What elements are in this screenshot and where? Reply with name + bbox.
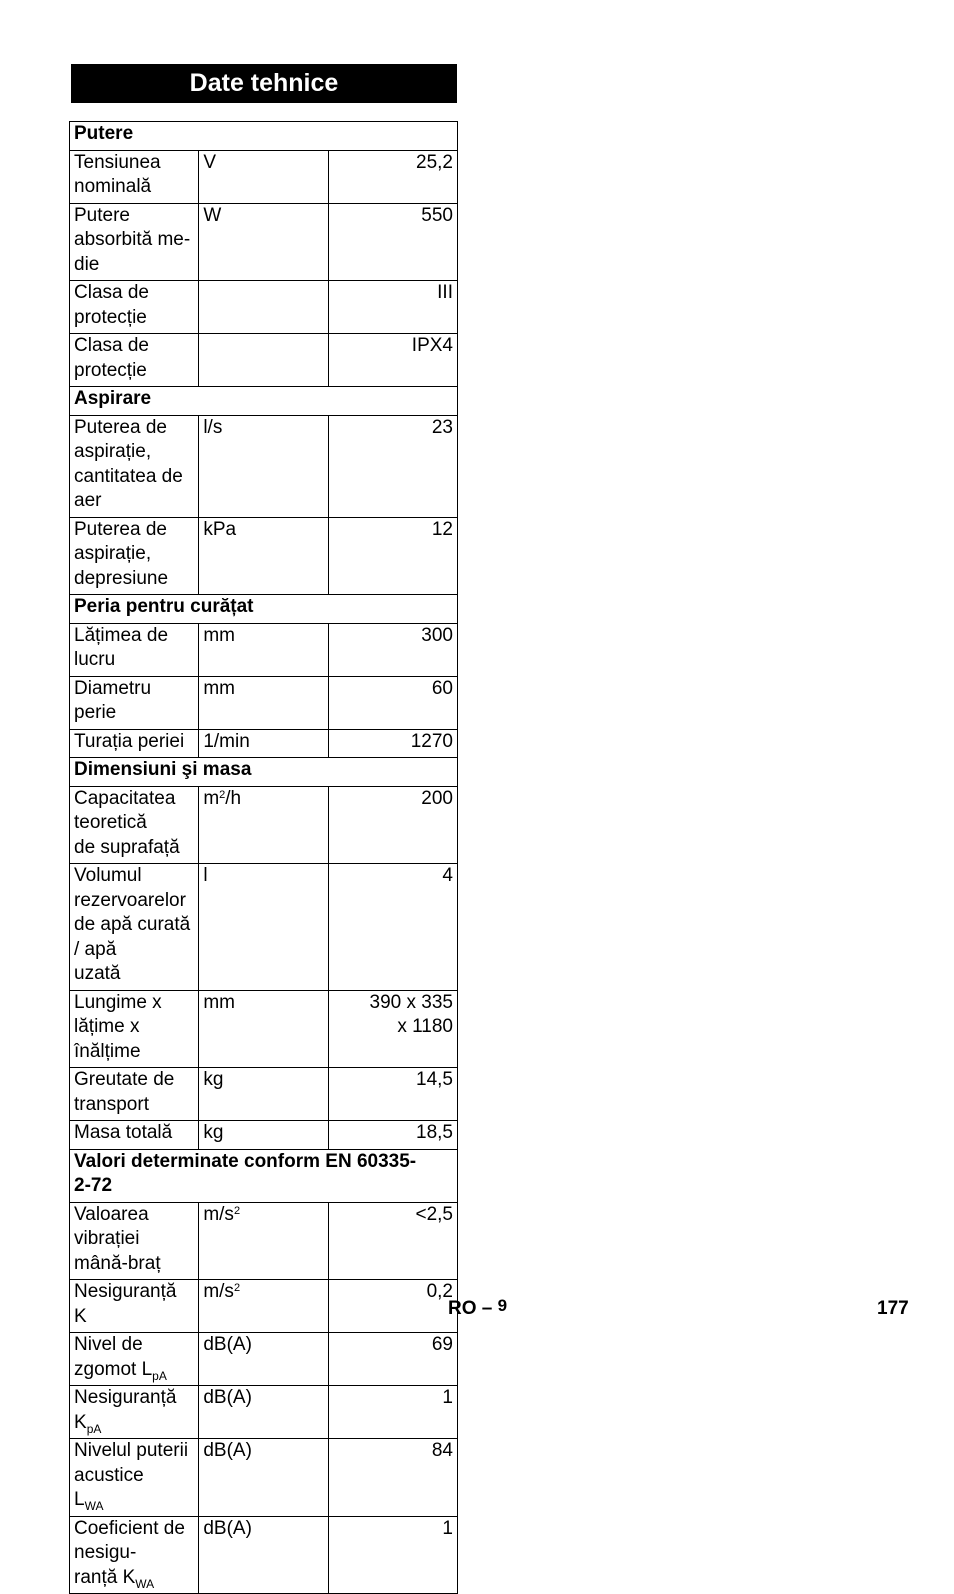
value-cell	[328, 864, 457, 991]
value-label: 18,5	[416, 1122, 453, 1143]
section-heading: Peria pentru curățat	[70, 595, 458, 624]
table-row	[70, 281, 458, 334]
unit-cell	[199, 1333, 328, 1386]
value-cell	[328, 1121, 457, 1150]
section-header-row	[70, 387, 458, 416]
value-label: 1	[442, 1517, 453, 1539]
parameter-label: Coeficient de nesigu- ranță K	[74, 1517, 185, 1588]
parameter-label: Greutate de transport	[74, 1069, 175, 1115]
unit-label: V	[203, 151, 217, 173]
unit-cell	[199, 786, 328, 864]
unit-label: m	[203, 787, 220, 809]
parameter-label: Putere absorbită me- die	[74, 204, 191, 275]
value-cell	[328, 1202, 457, 1280]
parameter-label: Turația periei	[74, 730, 185, 752]
parameter-cell	[70, 623, 199, 676]
unit-cell	[199, 1121, 328, 1150]
parameter-label: Nesiguranță K	[74, 1281, 177, 1327]
unit-superscript: 2	[233, 1204, 241, 1217]
parameter-cell	[70, 1439, 199, 1517]
value-cell	[328, 1068, 457, 1121]
unit-cell	[199, 1386, 328, 1439]
parameter-label: Nivel de zgomot L	[74, 1334, 153, 1380]
value-label: 300	[421, 624, 453, 646]
value-cell	[328, 203, 457, 281]
footer-page-number: 177	[877, 1298, 909, 1319]
parameter-cell	[70, 1068, 199, 1121]
value-label: 4	[442, 865, 453, 886]
unit-superscript: 2	[219, 788, 226, 801]
parameter-label: Capacitatea teoretică de suprafață	[74, 787, 180, 858]
unit-label: mm	[203, 991, 235, 1013]
parameter-cell	[70, 1280, 199, 1333]
table-row	[70, 1516, 458, 1594]
unit-cell	[199, 1516, 328, 1594]
table-row	[70, 334, 458, 387]
value-cell	[328, 517, 457, 595]
parameter-cell	[70, 864, 199, 991]
parameter-label: Puterea de aspirație, cantitatea de aer	[74, 416, 183, 511]
table-row	[70, 1280, 458, 1333]
unit-cell	[199, 623, 328, 676]
value-cell	[328, 334, 457, 387]
parameter-label: Clasa de protecție	[74, 282, 149, 328]
parameter-label: Nesiguranță K	[74, 1387, 177, 1433]
technical-data-table	[69, 121, 458, 1594]
unit-cell	[199, 281, 328, 334]
table-row	[70, 864, 458, 991]
unit-label: l/s	[203, 416, 223, 438]
value-label: 0,2	[426, 1281, 453, 1302]
unit-cell	[199, 676, 328, 729]
section-heading: Putere	[70, 122, 458, 151]
unit-label: kg	[203, 1069, 224, 1090]
parameter-label: Valoarea vibrației mână-braț	[74, 1203, 161, 1274]
table-row	[70, 1121, 458, 1150]
page-title: Date tehnice	[71, 64, 457, 103]
unit-label: l	[203, 865, 208, 886]
table-row	[70, 1439, 458, 1517]
parameter-cell	[70, 1121, 199, 1150]
value-cell	[328, 1333, 457, 1386]
unit-cell	[199, 1202, 328, 1280]
section-header-row	[70, 1149, 458, 1202]
value-label: 25,2	[416, 151, 453, 173]
value-cell	[328, 729, 457, 758]
value-label: 390 x 335 x 1180	[369, 991, 453, 1037]
unit-label: kPa	[203, 518, 237, 540]
value-label: 84	[431, 1440, 453, 1461]
parameter-label: Masa totală	[74, 1122, 173, 1143]
value-label: 69	[431, 1334, 453, 1355]
parameter-label: Volumul rezervoarelor de apă curată / apă uzată	[74, 865, 191, 984]
unit-label: m/s	[203, 1281, 234, 1302]
unit-cell	[199, 517, 328, 595]
section-header-row	[70, 595, 458, 624]
value-cell	[328, 676, 457, 729]
unit-label: mm	[203, 624, 235, 646]
section-header-row	[70, 122, 458, 151]
value-label: III	[437, 282, 453, 303]
value-label: <2,5	[415, 1203, 453, 1225]
table-row	[70, 786, 458, 864]
unit-superscript: 2	[233, 1282, 241, 1294]
section-heading: Aspirare	[70, 387, 458, 416]
table-row	[70, 1333, 458, 1386]
parameter-subscript: WA	[84, 1499, 104, 1513]
parameter-cell	[70, 990, 199, 1068]
table-row	[70, 1202, 458, 1280]
table-row	[70, 990, 458, 1068]
parameter-cell	[70, 517, 199, 595]
value-cell	[328, 1280, 457, 1333]
table-row	[70, 1386, 458, 1439]
parameter-cell	[70, 1333, 199, 1386]
value-cell	[328, 786, 457, 864]
parameter-cell	[70, 1202, 199, 1280]
value-cell	[328, 415, 457, 517]
unit-label: mm	[203, 677, 235, 699]
parameter-label: Tensiunea nominală	[74, 151, 161, 197]
parameter-cell	[70, 415, 199, 517]
value-cell	[328, 281, 457, 334]
unit-cell	[199, 203, 328, 281]
parameter-cell	[70, 150, 199, 203]
table-row	[70, 415, 458, 517]
table-row	[70, 517, 458, 595]
unit-cell	[199, 150, 328, 203]
value-cell	[328, 1386, 457, 1439]
parameter-subscript: pA	[86, 1421, 102, 1436]
value-label: 23	[431, 416, 453, 438]
parameter-label: Nivelul puterii acustice L	[74, 1440, 189, 1510]
value-label: IPX4	[411, 335, 453, 356]
value-label: 1	[442, 1387, 453, 1408]
parameter-subscript: WA	[135, 1576, 155, 1591]
value-cell	[328, 623, 457, 676]
parameter-cell	[70, 1386, 199, 1439]
parameter-label: Puterea de aspirație, depresiune	[74, 518, 169, 589]
value-cell	[328, 1439, 457, 1517]
footer-language-page	[448, 1298, 507, 1320]
unit-label: 1/min	[203, 730, 250, 752]
value-cell	[328, 1516, 457, 1594]
parameter-cell	[70, 334, 199, 387]
table-row	[70, 203, 458, 281]
parameter-label: Lungime x lățime x înălțime	[74, 991, 162, 1062]
value-label: 550	[421, 204, 453, 226]
unit-label: dB(A)	[203, 1334, 252, 1355]
parameter-subscript: pA	[152, 1368, 167, 1383]
unit-cell	[199, 415, 328, 517]
table-row	[70, 676, 458, 729]
unit-label: W	[203, 204, 222, 226]
footer-local-page: 9	[497, 1296, 508, 1315]
unit-suffix: /h	[225, 787, 242, 809]
unit-label: dB(A)	[203, 1440, 252, 1461]
technical-data-body	[70, 122, 458, 1594]
parameter-cell	[70, 786, 199, 864]
value-label: 12	[431, 518, 453, 540]
unit-cell	[199, 1439, 328, 1517]
parameter-cell	[70, 281, 199, 334]
unit-cell	[199, 729, 328, 758]
unit-cell	[199, 1068, 328, 1121]
section-heading: Valori determinate conform EN 60335- 2-72	[70, 1149, 458, 1202]
table-row	[70, 150, 458, 203]
unit-cell	[199, 990, 328, 1068]
parameter-cell	[70, 676, 199, 729]
unit-cell	[199, 334, 328, 387]
footer-lang-code: RO	[448, 1298, 477, 1319]
unit-label: dB(A)	[203, 1517, 252, 1539]
parameter-label: Clasa de protecție	[74, 335, 149, 381]
value-label: 14,5	[416, 1069, 453, 1090]
table-row	[70, 623, 458, 676]
parameter-cell	[70, 203, 199, 281]
table-row	[70, 1068, 458, 1121]
section-header-row	[70, 758, 458, 787]
table-row	[70, 729, 458, 758]
unit-label: kg	[203, 1122, 224, 1143]
value-label: 60	[431, 677, 453, 699]
parameter-cell	[70, 1516, 199, 1594]
unit-label: m/s	[203, 1203, 234, 1225]
parameter-cell	[70, 729, 199, 758]
value-cell	[328, 990, 457, 1068]
unit-cell	[199, 1280, 328, 1333]
value-cell	[328, 150, 457, 203]
unit-cell	[199, 864, 328, 991]
parameter-label: Diametru perie	[74, 677, 152, 723]
footer-dash: –	[481, 1298, 493, 1319]
parameter-label: Lățimea de lucru	[74, 624, 169, 670]
unit-label: dB(A)	[203, 1387, 252, 1408]
value-label: 200	[421, 787, 453, 809]
section-heading: Dimensiuni şi masa	[70, 758, 458, 787]
value-label: 1270	[410, 730, 453, 752]
